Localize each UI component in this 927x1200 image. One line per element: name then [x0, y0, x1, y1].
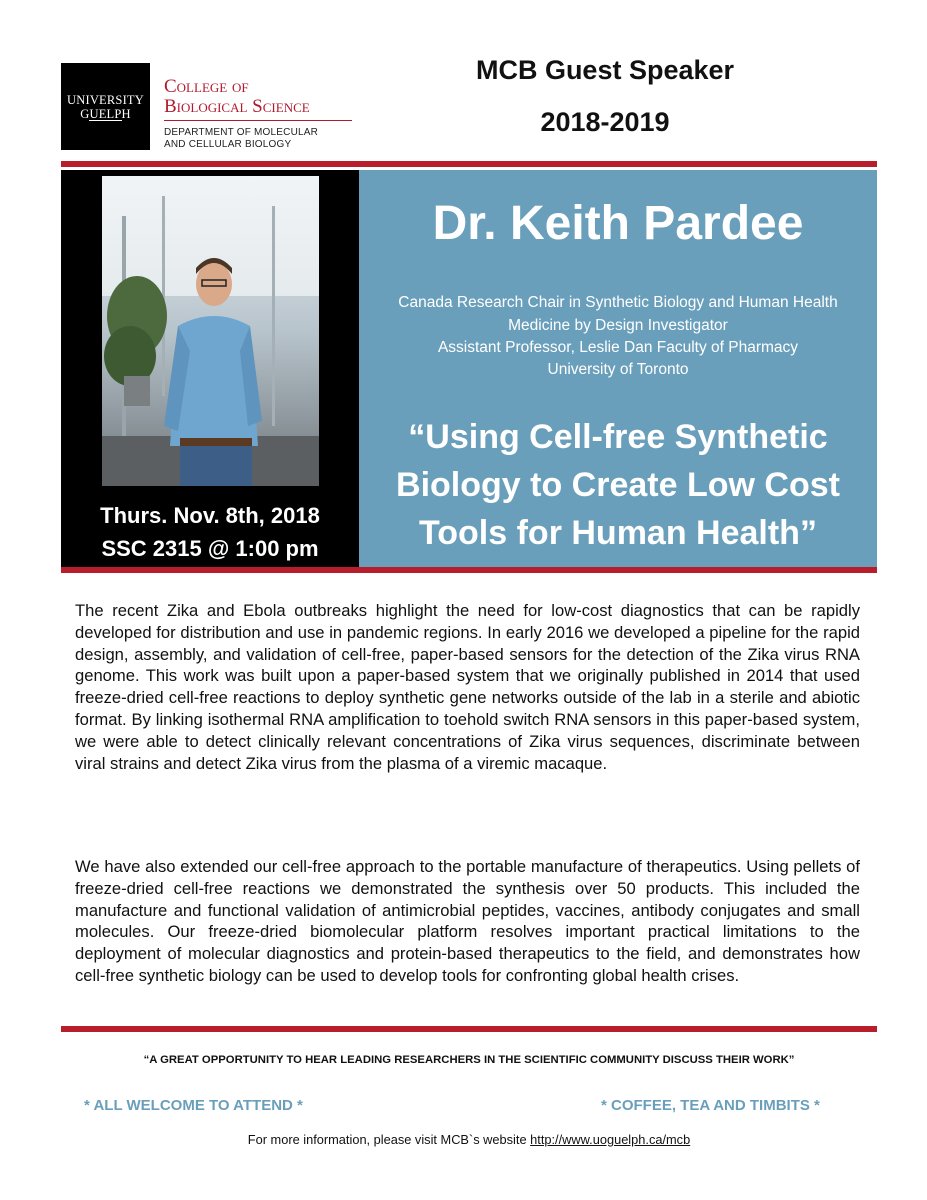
talk-title-line: Biology to Create Low Cost	[396, 466, 840, 504]
refreshments-note: * COFFEE, TEA AND TIMBITS *	[601, 1097, 820, 1114]
hero-bottom-divider	[61, 567, 877, 573]
college-name-line-1: College of	[164, 76, 249, 97]
logo-line-1: UNIVERSITY	[67, 93, 144, 107]
talk-title-line: “Using Cell-free Synthetic	[408, 418, 828, 456]
event-title: MCB Guest Speaker	[475, 55, 735, 85]
more-info	[61, 1132, 877, 1147]
website-link[interactable]: http://www.uoguelph.ca/mcb	[530, 1132, 691, 1147]
affiliation-line: Assistant Professor, Leslie Dan Faculty of Pharmacy	[437, 339, 799, 356]
abstract-paragraph-1: The recent Zika and Ebola outbreaks highlight the need for low-cost diagnostics that can be rapidly developed for distribution and use in pandemic regions. In early 2016 we developed a pipeline for the rapid design, assembly, and validation of cell-free, paper-based sensors for the detection of the Zika virus RNA genome. This work was built upon a paper-based system that we originally published in 2014 that used freeze-dried cell-free reactions to deploy synthetic gene networks outside of the lab in a sterile and abiotic format. By linking isothermal RNA amplification to toehold switch RNA sensors in this paper-based system, we were able to detect clinically relevant concentrations of Zika virus sequences, discriminate between viral strains and detect Zika virus from the plasma of a viremic macaque.	[75, 601, 860, 773]
speaker-photo	[102, 176, 319, 486]
college-divider	[164, 120, 352, 121]
department-line-2: AND CELLULAR BIOLOGY	[164, 139, 292, 150]
footer-divider	[61, 1026, 877, 1032]
affiliation-line: Medicine by Design Investigator	[508, 317, 728, 334]
university-logo	[61, 63, 150, 150]
department-line-1: DEPARTMENT OF MOLECULAR	[164, 127, 319, 138]
tagline: “A GREAT OPPORTUNITY TO HEAR LEADING RESEARCHERS IN THE SCIENTIFIC COMMUNITY DISCUSS THEIR WORK”	[143, 1054, 795, 1066]
logo-line-2: GUELPH	[80, 107, 131, 121]
abstract-paragraph-2: We have also extended our cell-free approach to the portable manufacture of therapeutics. Using pellets of freeze-dried cell-free reactions we demonstrated the synthesis over 50 products. This included the manufacture and functional validation of antimicrobial peptides, vaccines, antibody conjugates and small molecules. Our freeze-dried biomolecular platform resolves important practical limitations to the deployment of molecular diagnostics and protein-based therapeutics to the field, and demonstrates how cell-free synthetic biology can be used to develop tools for confronting global health crises.	[75, 857, 860, 985]
speaker-name: Dr. Keith Pardee	[432, 197, 804, 250]
affiliation-line: University of Toronto	[547, 361, 689, 378]
more-info-text: For more information, please visit MCB`s website	[247, 1132, 531, 1147]
event-location-time: SSC 2315 @ 1:00 pm	[101, 536, 319, 561]
college-name-line-2: Biological Science	[164, 96, 310, 117]
top-divider	[61, 161, 877, 167]
affiliation-line: Canada Research Chair in Synthetic Biology and Human Health	[398, 294, 838, 311]
event-date: Thurs. Nov. 8th, 2018	[100, 503, 320, 528]
talk-title-line: Tools for Human Health”	[419, 514, 817, 552]
welcome-note: * ALL WELCOME TO ATTEND *	[84, 1097, 303, 1114]
event-years: 2018-2019	[540, 107, 670, 137]
